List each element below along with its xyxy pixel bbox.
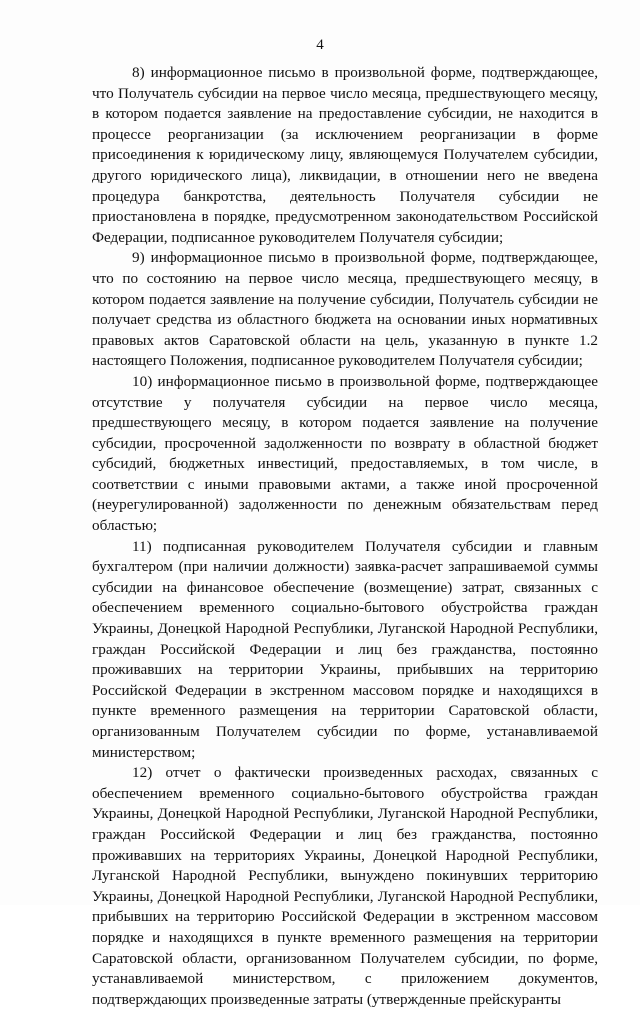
document-body: [92, 63, 598, 1010]
page-number: 4: [316, 37, 324, 53]
paragraph-item-9: 9) информационное письмо в произвольной форме, подтверждающее, что по состоянию на первое число месяца, предшествующего месяцу, в котором подается заявление на получение субсидии, Получатель субсидии не получает средства из областного бюджета на основании иных нормативных правовых актов Саратовской области на цель, указанную в пункте 1.2 настоящего Положения, подписанное руководителем Получателя субсидии;: [92, 249, 598, 370]
paragraph-item-12: 12) отчет о фактически произведенных расходах, связанных с обеспечением временного социально-бытового обустройства граждан Украины, Донецкой Народной Республики, Луганской Народной Республики, граждан Российской Федерации и лиц без гражданства, постоянно проживавших на территориях Украины, Донецкой Народной Республики, Луганской Народной Республики, вынуждено покинувших территорию Украины, Донецкой Народной Республики, Луганской Народной Республики, прибывших на территорию Российской Федерации в экстренном массовом порядке и находящихся в пункте временного размещения на территории Саратовской области, организованном Получателем субсидии, по форме, устанавливаемой министерством, с приложением документов, подтверждающих произведенные затраты (утвержденные прейскуранты: [92, 764, 598, 1008]
paragraph-item-10: 10) информационное письмо в произвольной форме, подтверждающее отсутствие у получателя субсидии на первое число месяца, предшествующего месяцу, в котором подается заявление на получение субсидии, просроченной задолженности по возврату в областной бюджет субсидий, бюджетных инвестиций, предоставляемых, в том числе, в соответствии с иными правовыми актами, а также иной просроченной (неурегулированной) задолженности по денежным обязательствам перед областью;: [92, 372, 598, 535]
paragraph-item-8: 8) информационное письмо в произвольной форме, подтверждающее, что Получатель субсидии на первое число месяца, предшествующего месяцу, в котором подается заявление на предоставление субсидии, не находится в процессе реорганизации (за исключением реорганизации в форме присоединения к юридическому лицу, являющемуся Получателем субсидии, другого юридического лица), ликвидации, в отношении него не введена процедура банкротства, деятельность Получателя субсидии не приостановлена в порядке, предусмотренном законодательством Российской Федерации, подписанное руководителем Получателя субсидии;: [92, 64, 598, 246]
paragraph-item-11: 11) подписанная руководителем Получателя субсидии и главным бухгалтером (при наличии должности) заявка-расчет запрашиваемой суммы субсидии на финансовое обеспечение (возмещение) затрат, связанных с обеспечением временного социально-бытового обустройства граждан Украины, Донецкой Народной Республики, Луганской Народной Республики, граждан Российской Федерации и лиц без гражданства, постоянно проживавших на территории Украины, прибывших на территорию Российской Федерации в экстренном массовом порядке и находящихся в пункте временного размещения на территории Саратовской области, организованным Получателем субсидии по форме, устанавливаемой министерством;: [92, 537, 598, 761]
